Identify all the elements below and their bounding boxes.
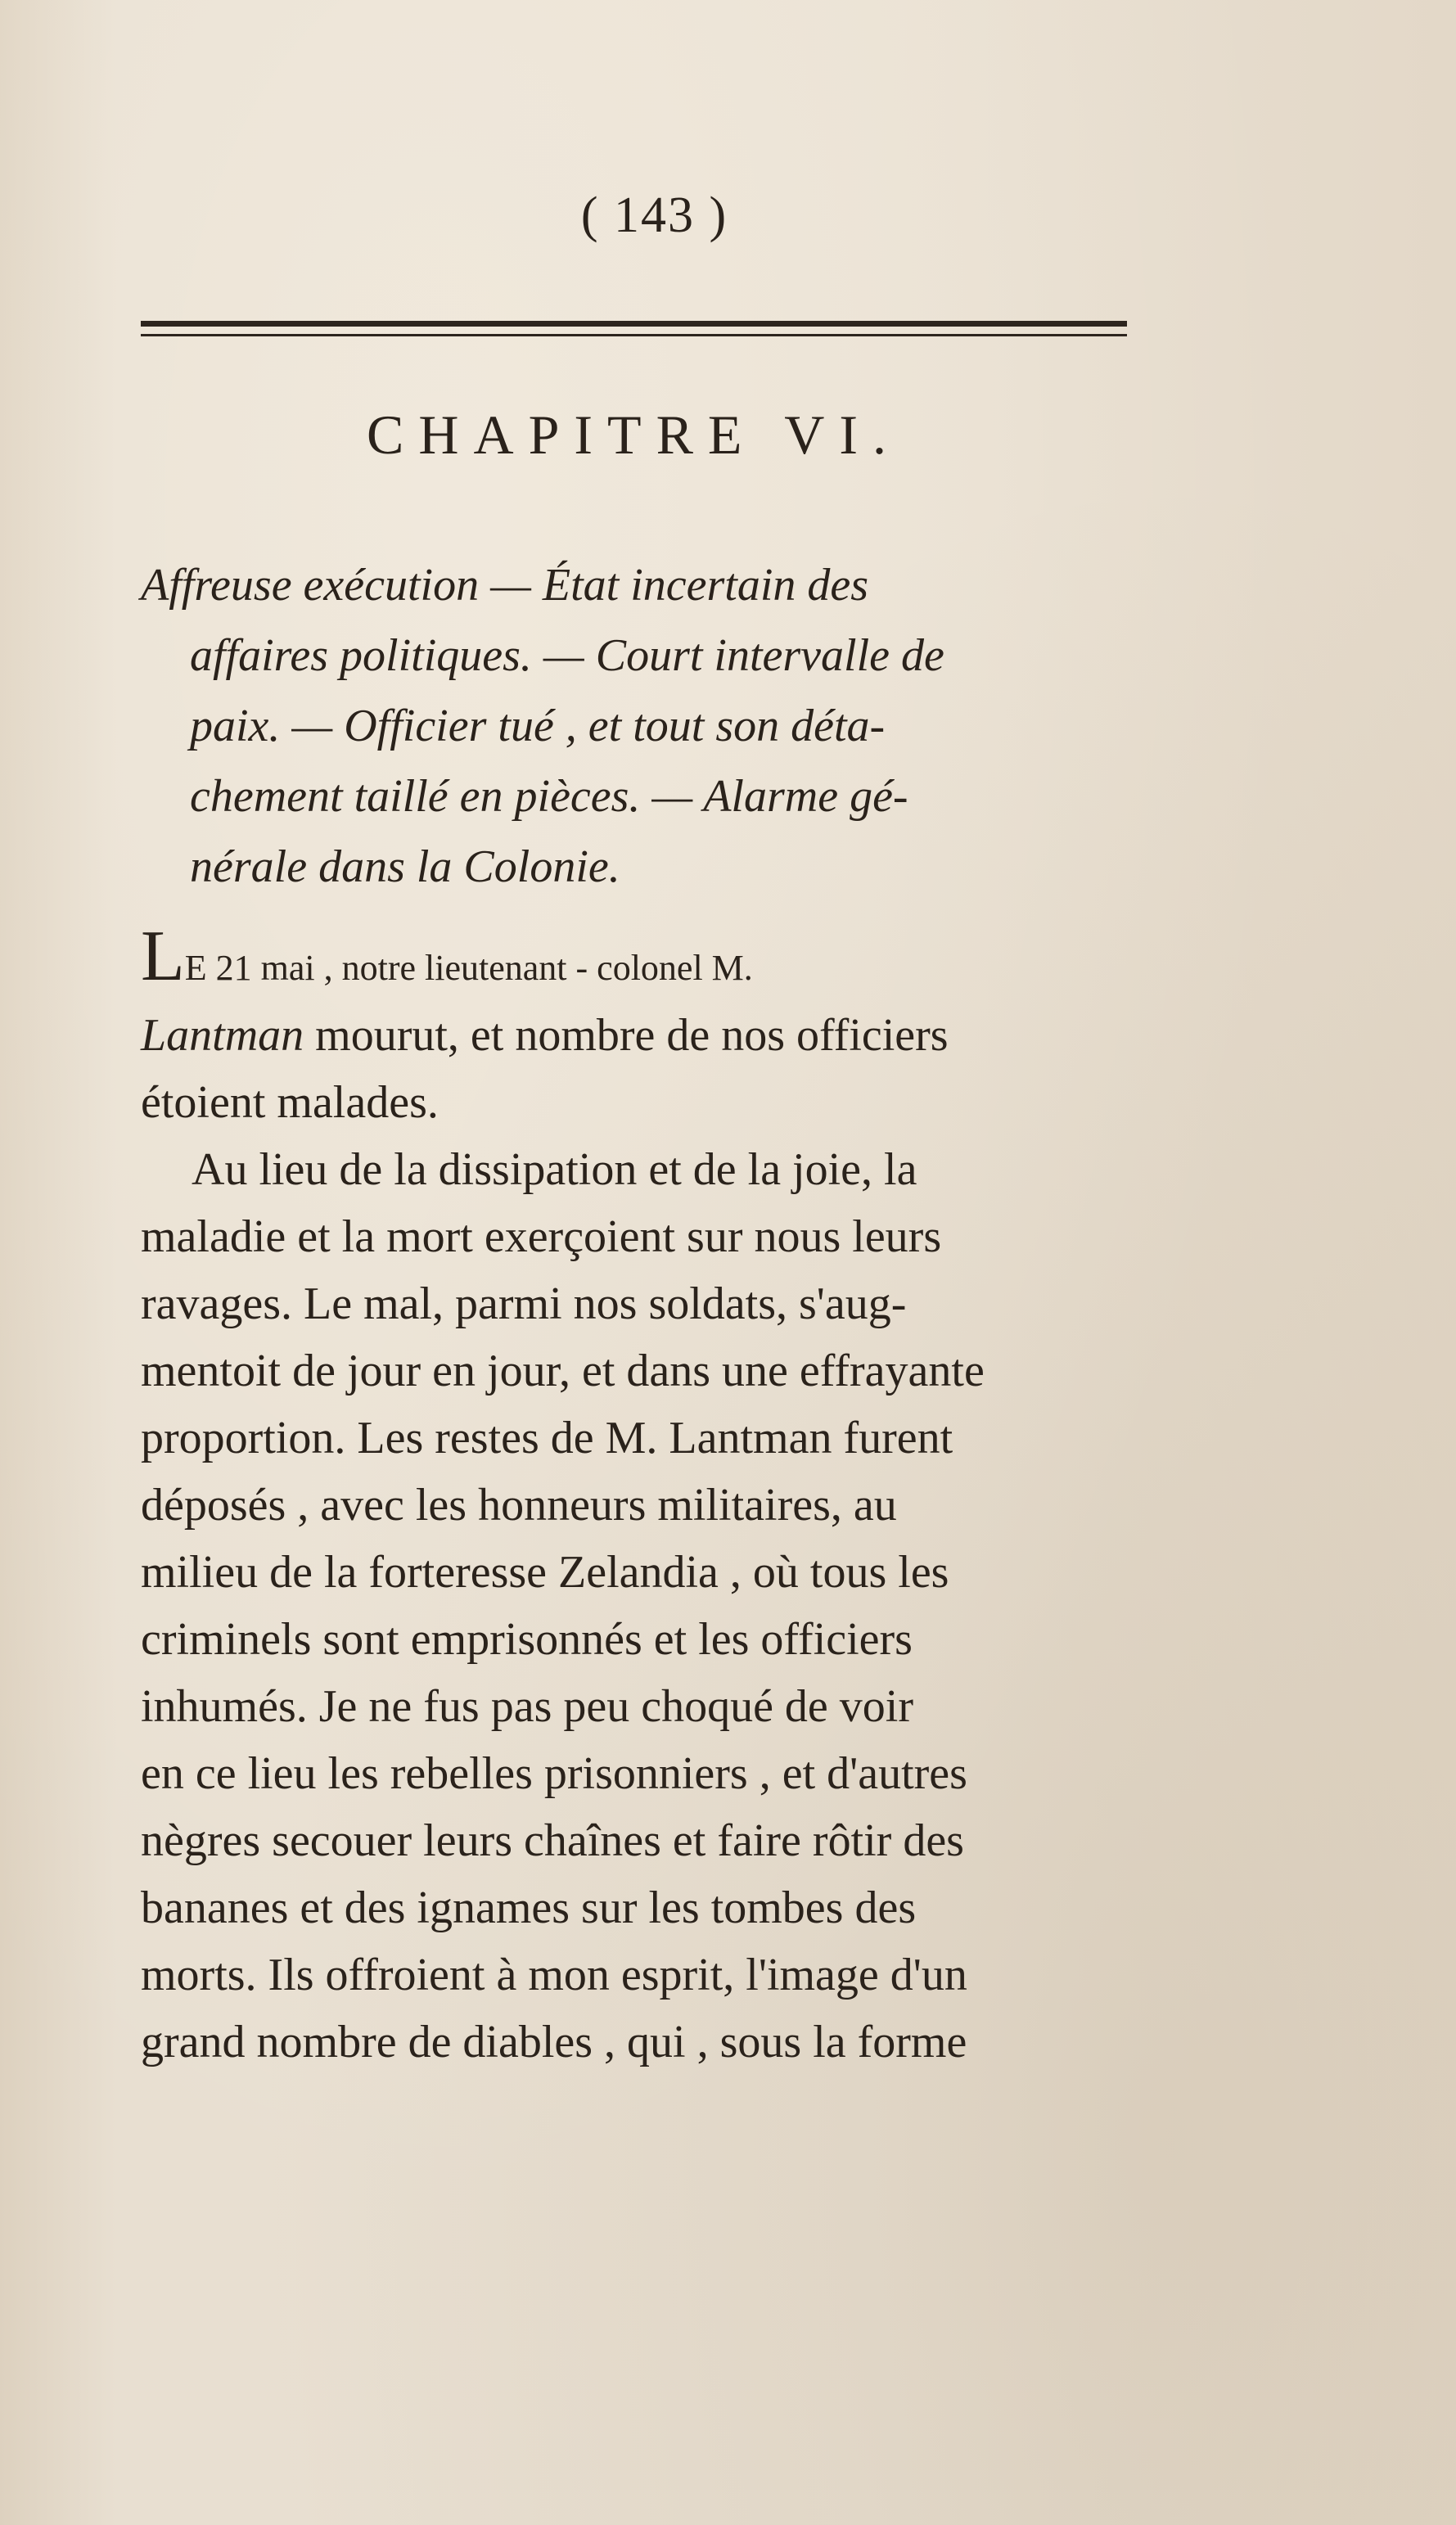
body-line: étoient malades. [141, 1077, 439, 1128]
summary-line: nérale dans la Colonie. [190, 841, 620, 892]
body-line: nègres secouer leurs chaînes et faire rôtir des [141, 1815, 964, 1866]
summary-line: affaires politiques. — Court intervalle de [190, 630, 944, 681]
body-line: criminels sont emprisonnés et les officiers [141, 1614, 913, 1665]
body-line [141, 1002, 1164, 1069]
second-line-rest: mourut, et nombre de nos officiers [304, 1010, 949, 1061]
body-line: déposés , avec les honneurs militaires, au [141, 1480, 897, 1531]
header-rule [141, 321, 1127, 336]
body-line [141, 917, 1164, 1002]
body-line: ravages. Le mal, parmi nos soldats, s'aug- [141, 1278, 907, 1329]
name-lantman: Lantman [141, 1010, 304, 1061]
body-line: bananes et des ignames sur les tombes des [141, 1882, 917, 1933]
body-line: maladie et la mort exerçoient sur nous leurs [141, 1211, 942, 1262]
summary-line: chement taillé en pièces. — Alarme gé- [190, 771, 908, 822]
chapter-summary [141, 550, 1164, 902]
chapter-title: CHAPITRE VI. [367, 404, 901, 466]
body-line: milieu de la forteresse Zelandia , où tous les [141, 1547, 949, 1598]
body-line: inhumés. Je ne fus pas peu choqué de voir [141, 1681, 913, 1732]
body-line: Au lieu de la dissipation et de la joie, la [192, 1144, 917, 1195]
body-line: proportion. Les restes de M. Lantman furent [141, 1413, 953, 1463]
summary-line: Affreuse exécution — État incertain des [141, 560, 869, 611]
summary-line: paix. — Officier tué , et tout son déta- [190, 701, 886, 751]
body-line: grand nombre de diables , qui , sous la forme [141, 2017, 967, 2067]
first-line-rest: E 21 mai , notre lieutenant - colonel M. [184, 948, 753, 988]
body-line: mentoit de jour en jour, et dans une effrayante [141, 1346, 985, 1396]
drop-cap: L [141, 917, 185, 996]
page-number: ( 143 ) [580, 187, 728, 243]
body-text [141, 917, 1164, 2076]
body-line: morts. Ils offroient à mon esprit, l'image d'un [141, 1950, 967, 2000]
body-line: en ce lieu les rebelles prisonniers , et d'autres [141, 1748, 967, 1799]
